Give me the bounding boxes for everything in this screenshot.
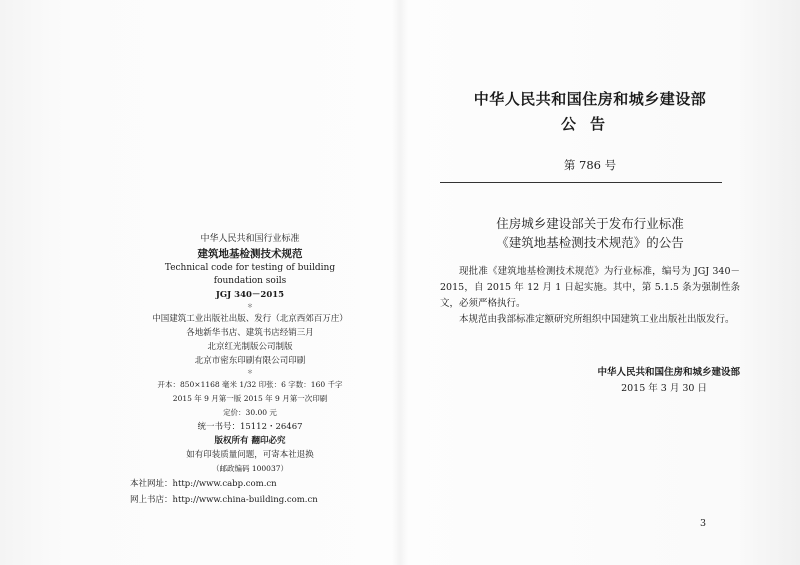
format-line: 开本：850×1168 毫米 1/32 印张：6 字数：160 千字 <box>157 380 343 389</box>
copyright-page <box>100 232 400 508</box>
horizontal-rule <box>440 182 722 183</box>
signature: 中华人民共和国住房和城乡建设部 <box>597 367 740 378</box>
title-en-2: foundation soils <box>213 276 287 286</box>
announcement-number: 第 786 号 <box>563 158 617 172</box>
announcement-title-2: 《建筑地基检测技术规范》的公告 <box>496 235 684 250</box>
publisher-line: 中国建筑工业出版社出版、发行（北京西郊百万庄） <box>152 314 348 324</box>
separator-star: ＊ <box>246 303 253 310</box>
announcement-title-1: 住房城乡建设部关于发布行业标准 <box>496 216 684 231</box>
body-paragraph-2: 本规范由我部标准定额研究所组织中国建筑工业出版社出版发行。 <box>459 314 735 325</box>
website-line-1: 本社网址：http://www.cabp.com.cn <box>130 479 277 489</box>
page-number: 3 <box>700 518 707 529</box>
series-line: 中华人民共和国行业标准 <box>200 234 300 244</box>
printer-line: 北京市密东印刷有限公司印刷 <box>194 356 306 366</box>
quality-line: 如有印装质量问题，可寄本社退换 <box>186 450 314 460</box>
date: 2015 年 3 月 30 日 <box>621 383 707 394</box>
edition-line: 2015 年 9 月第一版 2015 年 9 月第一次印刷 <box>172 394 328 403</box>
announcement-header: 公告 <box>560 115 619 133</box>
title-cn: 建筑地基检测技术规范 <box>197 248 303 260</box>
postcode-line: （邮政编码 100037） <box>211 464 288 473</box>
isbn-line: 统一书号：15112・26467 <box>197 422 303 432</box>
distributor-line: 各地新华书店、建筑书店经销三月 <box>186 328 314 338</box>
price-line: 定价：30.00 元 <box>223 408 277 417</box>
announcement-body <box>440 264 740 328</box>
standard-code: JGJ 340－2015 <box>215 290 285 300</box>
rights-line: 版权所有 翻印必究 <box>214 436 286 446</box>
body-paragraph-1: 现批准《建筑地基检测技术规范》为行业标准，编号为 JGJ 340－2015，自 2015 年 12 月 1 日起实施。其中，第 5.1.5 条为强制性条文，必须严格执行。 <box>440 266 740 309</box>
separator-star-2: ＊ <box>246 369 253 376</box>
ministry-header: 中华人民共和国住房和城乡建设部 <box>473 90 707 108</box>
title-en-1: Technical code for testing of building <box>164 263 336 273</box>
typesetter-line: 北京红光制版公司制版 <box>207 342 293 352</box>
website-line-2: 网上书店：http://www.china-building.com.cn <box>130 495 318 505</box>
